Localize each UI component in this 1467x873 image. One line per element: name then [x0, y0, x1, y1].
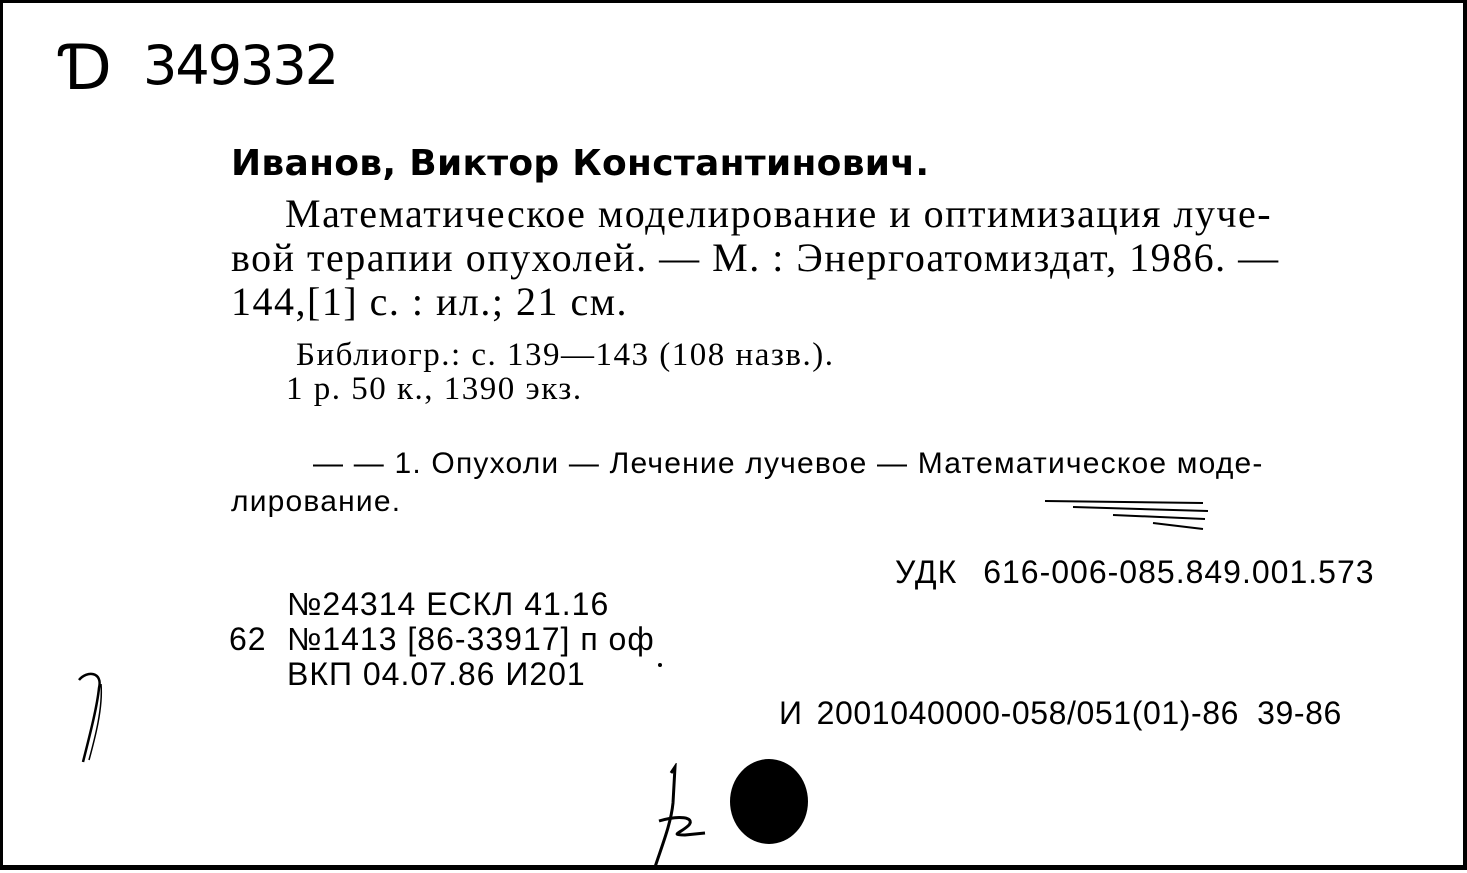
- author-heading: Иванов, Виктор Константинович.: [231, 143, 930, 184]
- udk-code: 616-006-085.849.001.573: [983, 554, 1375, 590]
- title-line-3: 144,[1] с. : ил.; 21 см.: [231, 279, 629, 324]
- udk-label: УДК: [895, 554, 958, 590]
- subject-line-1: — — 1. Опухоли — Лечение лучевое — Математическое моде-: [313, 447, 1264, 480]
- subject-line-2: лирование.: [231, 485, 402, 518]
- isbn-code: 2001040000-058/051(01)-86: [816, 695, 1240, 731]
- ink-dot: [658, 663, 662, 667]
- pencil-scribble-mark: [1043, 495, 1213, 535]
- title-description: [231, 192, 1401, 324]
- call-number: 349332: [143, 34, 338, 97]
- handwritten-one-mark: [73, 668, 123, 768]
- call-number-prefix: Ɗ: [61, 31, 112, 104]
- handwritten-mark: [649, 763, 719, 873]
- isbn-tail: 39-86: [1257, 695, 1342, 731]
- accession-line-1: №24314 ЕСКЛ 41.16: [287, 586, 610, 622]
- isbn-line: [779, 695, 1342, 732]
- bibliography-note: Библиогр.: с. 139—143 (108 назв.).: [296, 337, 835, 373]
- udk-classification: [895, 554, 1375, 591]
- black-dot-mark: [730, 759, 808, 844]
- accession-line-2-prefix: 62: [229, 621, 267, 657]
- price-note: 1 р. 50 к., 1390 экз.: [286, 371, 583, 407]
- title-line-1: Математическое моделирование и оптимизация луче-: [285, 191, 1273, 236]
- title-line-2: вой терапии опухолей. — М. : Энергоатомиздат, 1986. —: [231, 235, 1280, 280]
- accession-line-2: №1413 [86-33917] п оф: [287, 621, 655, 657]
- isbn-letter: И: [779, 695, 803, 731]
- accession-line-3: ВКП 04.07.86 И201: [287, 656, 586, 692]
